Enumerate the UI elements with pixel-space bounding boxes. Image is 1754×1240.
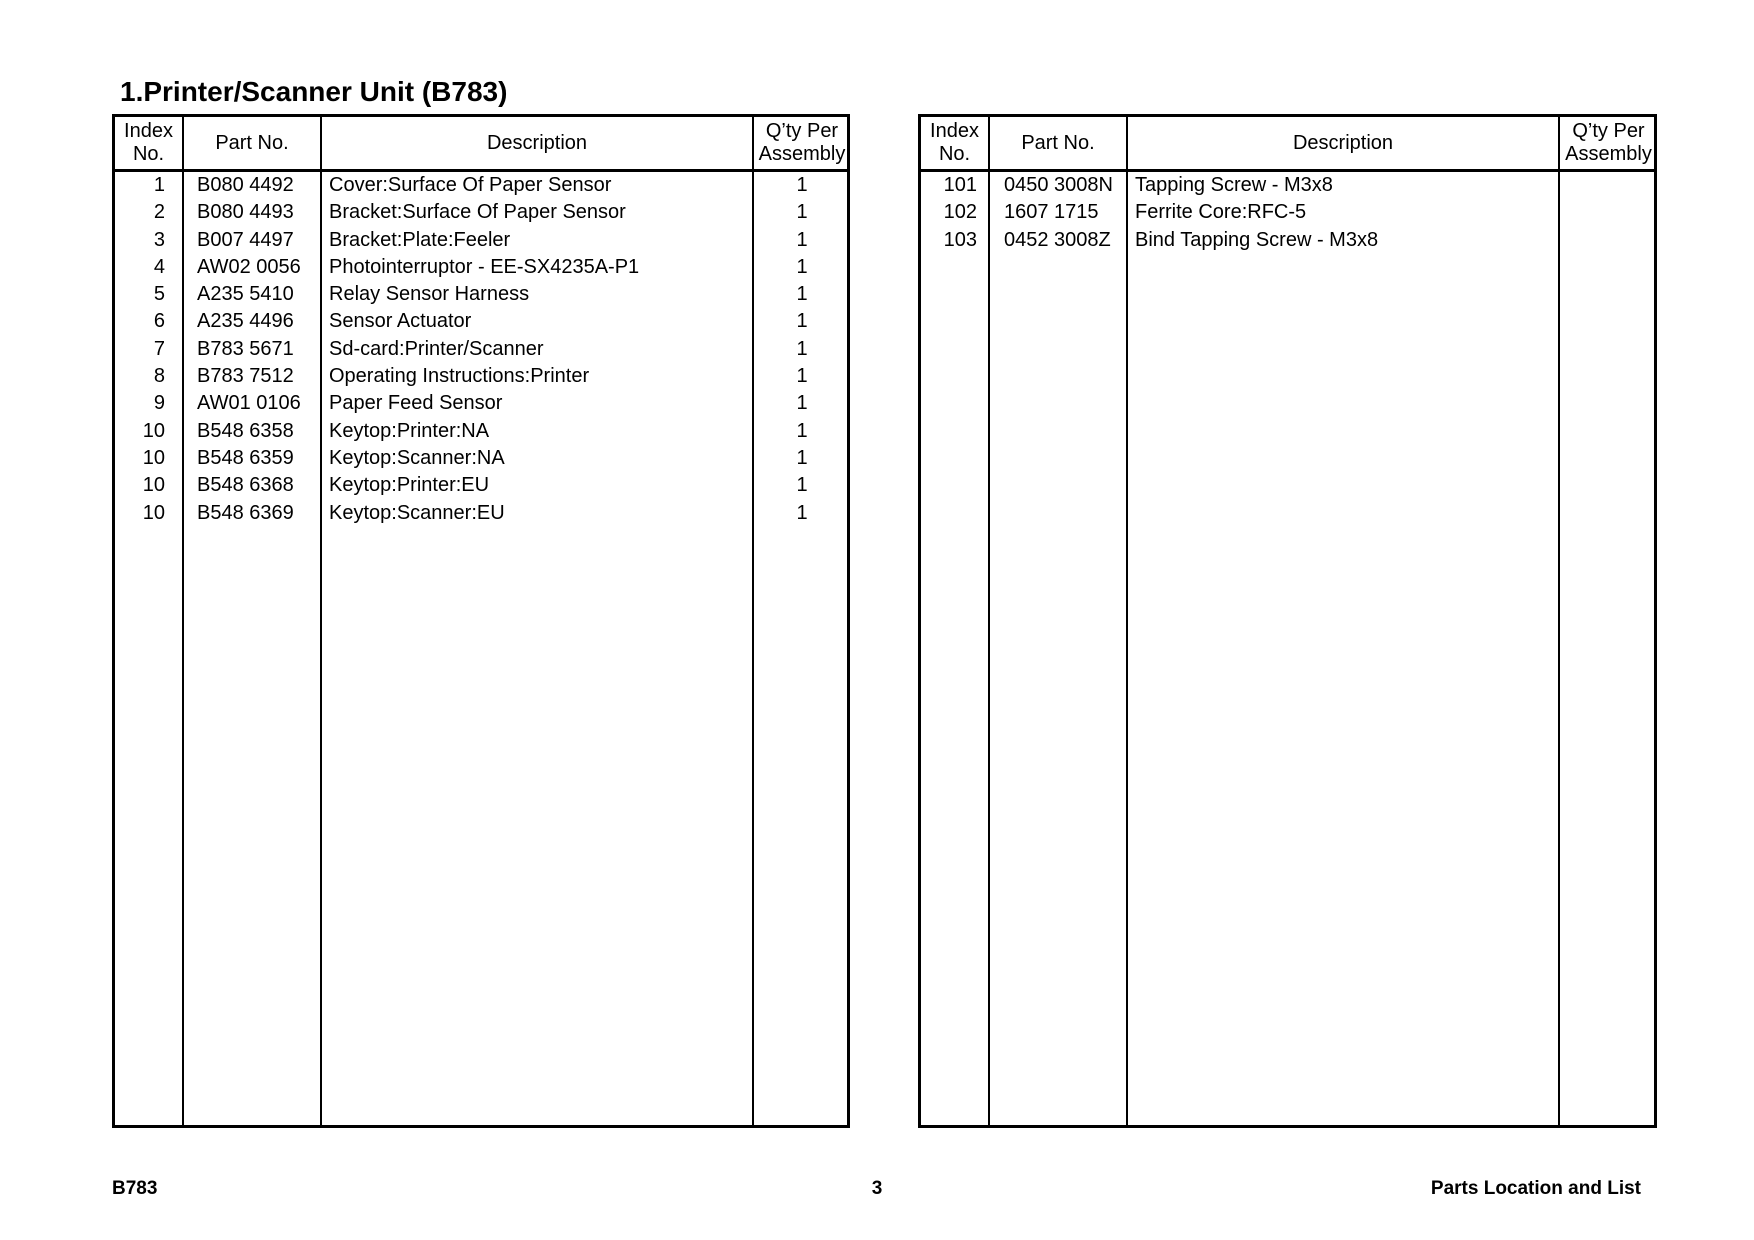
cell-part-no: 0452 3008Z	[1004, 228, 1111, 251]
cell-description: Bracket:Plate:Feeler	[329, 228, 511, 251]
cell-part-no: 0450 3008N	[1004, 174, 1113, 196]
cell-index: 9	[153, 392, 165, 415]
cell-part-no: B548 6358	[197, 419, 294, 442]
column-divider	[988, 117, 990, 1125]
cell-index: 102	[943, 201, 977, 224]
table-row	[115, 390, 847, 417]
table-row	[115, 472, 847, 499]
cell-index: 2	[153, 201, 165, 224]
cell-index: 7	[153, 337, 165, 360]
cell-index: 6	[153, 310, 165, 333]
cell-qty	[1560, 199, 1656, 226]
cell-qty: 1	[796, 201, 808, 224]
table-row	[921, 172, 1654, 199]
cell-index: 10	[142, 474, 165, 497]
table-row	[115, 254, 847, 281]
cell-description: Keytop:Printer:NA	[329, 419, 490, 442]
cell-qty: 1	[796, 310, 808, 333]
column-divider	[1126, 117, 1128, 1125]
cell-qty: 1	[796, 419, 808, 442]
cell-index: 4	[153, 255, 165, 278]
column-divider	[1558, 117, 1560, 1125]
table-row	[921, 227, 1654, 254]
header-qty: Q’ty Per Assembly	[1565, 120, 1652, 165]
cell-description: Bracket:Surface Of Paper Sensor	[329, 201, 626, 224]
parts-table-left	[112, 114, 850, 1128]
cell-description: Relay Sensor Harness	[329, 283, 530, 306]
footer-page-number: 3	[871, 1178, 883, 1199]
cell-description: Keytop:Printer:EU	[329, 474, 490, 497]
cell-qty: 1	[796, 501, 808, 524]
cell-part-no: B080 4493	[197, 201, 294, 224]
cell-qty: 1	[796, 337, 808, 360]
table-row	[115, 172, 847, 199]
cell-qty: 1	[796, 283, 808, 306]
table-row	[115, 227, 847, 254]
cell-part-no: A235 5410	[197, 283, 294, 306]
cell-description: Photointerruptor - EE-SX4235A-P1	[329, 255, 640, 278]
table-row	[115, 418, 847, 445]
table-header	[921, 117, 1654, 172]
table-row	[115, 281, 847, 308]
cell-qty	[1560, 227, 1656, 254]
cell-description: Tapping Screw - M3x8	[1135, 174, 1333, 196]
cell-index: 10	[142, 446, 165, 469]
cell-qty: 1	[796, 255, 808, 278]
cell-qty: 1	[796, 365, 808, 388]
cell-part-no: B080 4492	[197, 174, 294, 196]
table-row	[115, 500, 847, 527]
table-row	[115, 308, 847, 335]
parts-table-right	[918, 114, 1657, 1128]
cell-part-no: A235 4496	[197, 310, 294, 333]
table-body	[921, 172, 1654, 254]
cell-part-no: B783 5671	[197, 337, 294, 360]
table-row	[921, 199, 1654, 226]
table-row	[115, 363, 847, 390]
table-row	[115, 199, 847, 226]
cell-index: 10	[142, 501, 165, 524]
header-part-no: Part No.	[215, 131, 289, 154]
table-row	[115, 336, 847, 363]
cell-qty: 1	[796, 446, 808, 469]
cell-description: Bind Tapping Screw - M3x8	[1135, 228, 1379, 251]
cell-part-no: B007 4497	[197, 228, 294, 251]
cell-part-no: B783 7512	[197, 365, 294, 388]
cell-qty	[1560, 172, 1656, 199]
cell-description: Operating Instructions:Printer	[329, 365, 590, 388]
cell-qty: 1	[796, 228, 808, 251]
cell-description: Keytop:Scanner:NA	[329, 446, 505, 469]
header-description: Description	[1292, 131, 1394, 154]
cell-part-no: B548 6368	[197, 474, 294, 497]
cell-index: 8	[153, 365, 165, 388]
cell-part-no: 1607 1715	[1004, 201, 1099, 224]
cell-qty: 1	[796, 474, 808, 497]
cell-index: 3	[153, 228, 165, 251]
cell-index: 5	[153, 283, 165, 306]
header-index: Index No.	[930, 120, 979, 165]
header-index: Index No.	[124, 120, 173, 165]
cell-description: Ferrite Core:RFC-5	[1135, 201, 1307, 224]
footer-model: B783	[112, 1178, 158, 1199]
footer-section: Parts Location and List	[1430, 1178, 1641, 1199]
table-header	[115, 117, 847, 172]
header-part-no: Part No.	[1021, 131, 1095, 154]
cell-part-no: AW02 0056	[197, 255, 301, 278]
table-row	[115, 445, 847, 472]
cell-index: 101	[943, 174, 977, 196]
header-description: Description	[486, 131, 588, 154]
cell-description: Cover:Surface Of Paper Sensor	[329, 174, 612, 196]
table-body	[115, 172, 847, 527]
cell-description: Sensor Actuator	[329, 310, 472, 333]
cell-part-no: B548 6359	[197, 446, 294, 469]
cell-description: Paper Feed Sensor	[329, 392, 503, 415]
cell-part-no: AW01 0106	[197, 392, 301, 415]
cell-description: Sd-card:Printer/Scanner	[329, 337, 544, 360]
cell-index: 1	[153, 174, 165, 196]
cell-part-no: B548 6369	[197, 501, 294, 524]
page-title: 1.Printer/Scanner Unit (B783)	[120, 76, 508, 107]
cell-qty: 1	[796, 174, 808, 196]
cell-qty: 1	[796, 392, 808, 415]
header-qty: Q’ty Per Assembly	[758, 120, 846, 165]
cell-index: 103	[943, 228, 977, 251]
cell-description: Keytop:Scanner:EU	[329, 501, 505, 524]
cell-index: 10	[142, 419, 165, 442]
